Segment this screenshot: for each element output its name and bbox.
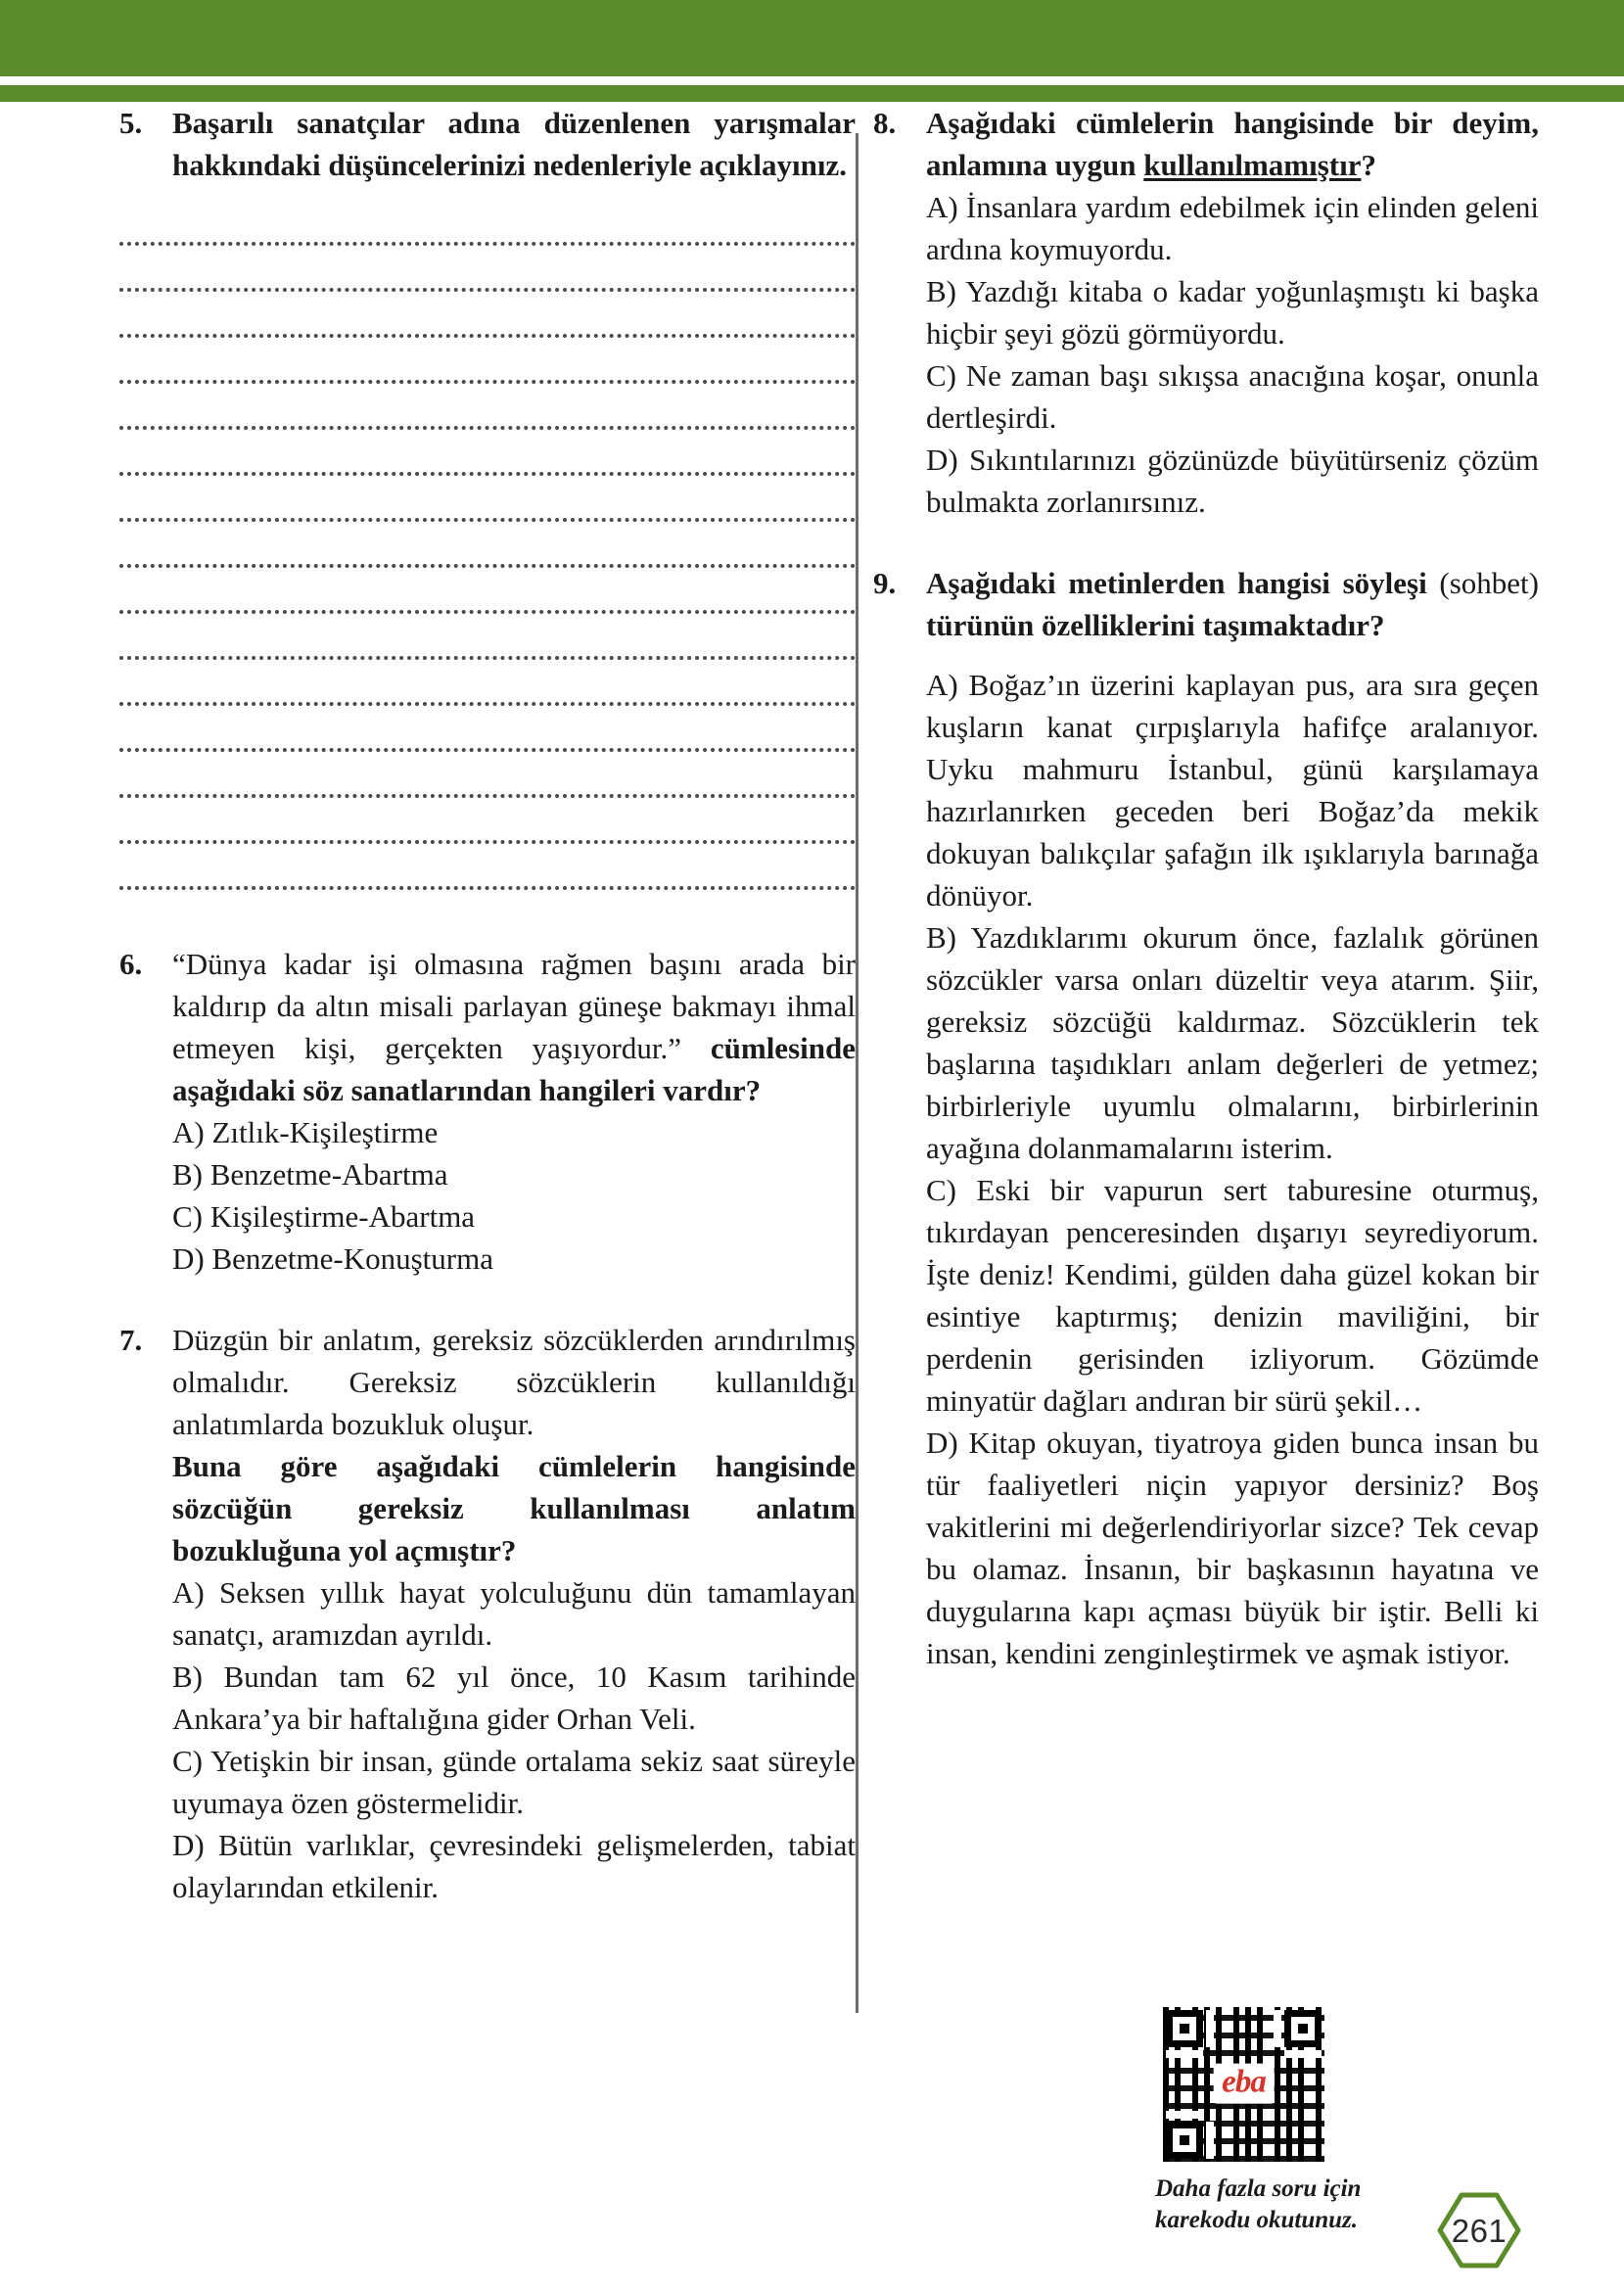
question-8 [873, 102, 1539, 523]
option-d[interactable]: D) Benzetme-Konuşturma [172, 1241, 493, 1276]
qr-finder-bottom-left-icon [1166, 2122, 1203, 2159]
question-9-stem-parenthetical: (sohbet) [1439, 566, 1539, 600]
answer-line[interactable] [119, 384, 856, 430]
question-8-stem-part1: Aşağıdaki cümlelerin hangisinde bir deyim, anlamına uygun [926, 106, 1539, 182]
question-7 [119, 1319, 856, 1908]
answer-line[interactable] [119, 292, 856, 338]
option-c[interactable]: C) Ne zaman başı sıkışsa anacığına koşar, onunla dertleşirdi. [926, 358, 1539, 435]
question-6-options [172, 1111, 856, 1280]
answer-line[interactable] [119, 430, 856, 476]
header-white-gap [0, 76, 1624, 85]
question-5-stem: Başarılı sanatçılar adına düzenlenen yarışmalar hakkındaki düşüncelerinizi nedenleriyle açıklayınız. [172, 106, 856, 182]
question-9-stem [926, 562, 1539, 646]
question-8-stem-part2: ? [1361, 148, 1376, 182]
answer-line[interactable] [119, 476, 856, 522]
page-number-label: 261 [1451, 2212, 1508, 2249]
option-d[interactable]: D) Sıkıntılarınızı gözünüzde büyütürseniz çözüm bulmakta zorlanırsınız. [926, 443, 1539, 519]
spacer [119, 1280, 856, 1319]
column-divider [856, 133, 858, 2013]
answer-line[interactable] [119, 522, 856, 568]
question-5-number: 5. [119, 106, 143, 140]
option-b[interactable]: B) Yazdığı kitaba o kadar yoğunlaşmıştı ki başka hiçbir şeyi gözü görmüyordu. [926, 274, 1539, 351]
question-9-stem-part1: Aşağıdaki metinlerden hangisi söyleşi [926, 566, 1440, 600]
question-8-stem-underlined: kullanılmamıştır [1143, 148, 1362, 182]
spacer [926, 646, 1539, 664]
question-9-options [926, 664, 1539, 1674]
qr-quiet-zone [1166, 2111, 1203, 2119]
question-6-stem [172, 943, 856, 1111]
qr-caption-line-1: Daha fazla soru için [1155, 2175, 1362, 2202]
question-8-options [926, 186, 1539, 523]
question-6 [119, 943, 856, 1280]
option-a[interactable]: A) Zıtlık-Kişileştirme [172, 1115, 439, 1149]
option-c[interactable]: C) Yetişkin bir insan, günde ortalama sekiz saat süreyle uyumaya özen göstermelidir. [172, 1744, 856, 1820]
page-number-badge [1437, 2191, 1521, 2269]
option-c[interactable]: C) Kişileştirme-Abartma [172, 1199, 476, 1234]
answer-line[interactable] [119, 798, 856, 844]
question-6-number: 6. [119, 947, 143, 981]
question-7-options [172, 1571, 856, 1908]
question-6-stem-regular: “Dünya kadar işi olmasına rağmen başını arada bir kaldırıp da altın misali parlayan güneşe bakmayı ihmal etmeyen kişi, gerçekten yaşıyordur.” [172, 947, 856, 1065]
qr-quiet-zone [1274, 2010, 1281, 2047]
answer-line[interactable] [119, 246, 856, 292]
option-b[interactable]: B) Yazdıklarımı okurum önce, fazlalık görünen sözcükler varsa onları düzeltir veya atarım. Şiir, gereksiz sözcüğü kaldırmaz. Sözcüklerin tek başlarına taşıdıkları anlam değerleri de yetmez; birbirleriyle uyumlu olmalarını, birbirlerinin ayağına dolanmamalarını isterim. [926, 920, 1539, 1165]
option-a[interactable]: A) İnsanlara yardım edebilmek için elinden geleni ardına koymuyordu. [926, 190, 1539, 266]
answer-line[interactable] [119, 752, 856, 798]
question-7-number: 7. [119, 1323, 143, 1357]
spacer [873, 523, 1539, 562]
answer-line[interactable] [119, 568, 856, 614]
option-b[interactable]: B) Bundan tam 62 yıl önce, 10 Kasım tarihinde Ankara’ya bir haftalığına gider Orhan Veli. [172, 1660, 856, 1736]
option-d[interactable]: D) Kitap okuyan, tiyatroya giden bunca insan bu tür faaliyetleri niçin yapıyor dersiniz? Boş vakitlerini mi değerlendiriyorlar sizce? Tek cevap bu olamaz. İnsanın, bir başkasının hayatına ve duygularına kapı açması büyük bir iştir. Belli ki insan, kendini zenginleştirmek ve aşmak istiyor. [926, 1426, 1539, 1670]
question-9-stem-part2: türünün özelliklerini taşımaktadır? [926, 608, 1385, 642]
header-green-band [0, 0, 1624, 76]
option-b[interactable]: B) Benzetme-Abartma [172, 1157, 448, 1192]
page-footer [0, 2007, 1624, 2291]
question-5 [119, 102, 856, 890]
question-9 [873, 562, 1539, 1674]
answer-line[interactable] [119, 660, 856, 706]
qr-caption-line-2: karekodu okutunuz. [1155, 2207, 1359, 2233]
qr-quiet-zone [1166, 2050, 1203, 2058]
qr-quiet-zone [1206, 2122, 1214, 2159]
qr-quiet-zone [1284, 2050, 1322, 2058]
spacer [119, 890, 856, 943]
header-green-band-thin [0, 85, 1624, 102]
question-9-number: 9. [873, 566, 897, 600]
page-content [0, 102, 1624, 2291]
question-6-stem-bold: cümlesinde aşağıdaki söz sanatlarından hangileri vardır? [172, 1031, 856, 1107]
qr-finder-top-left-icon [1166, 2010, 1203, 2047]
eba-logo: eba [1213, 2064, 1275, 2104]
answer-line[interactable] [119, 614, 856, 660]
answer-line[interactable] [119, 200, 856, 246]
answer-line[interactable] [119, 338, 856, 384]
qr-caption [1155, 2174, 1410, 2236]
question-5-answer-lines[interactable] [119, 200, 856, 890]
question-7-stem-bold: Buna göre aşağıdaki cümlelerin hangisinde sözcüğün gereksiz kullanılması anlatım bozukluğuna yol açmıştır? [172, 1449, 856, 1567]
qr-code-block[interactable] [1163, 2007, 1331, 2162]
question-7-stem-regular: Düzgün bir anlatım, gereksiz sözcüklerden arındırılmış olmalıdır. Gereksiz sözcüklerin kullanıldığı anlatımlarda bozukluk oluşur. [172, 1323, 856, 1441]
right-column [873, 102, 1539, 1674]
question-8-number: 8. [873, 106, 897, 140]
qr-quiet-zone [1206, 2010, 1214, 2047]
option-c[interactable]: C) Eski bir vapurun sert taburesine oturmuş, tıkırdayan penceresinden dışarıyı seyrediyorum. İşte deniz! Kendimi, gülden daha güzel kokan bir esintiye kaptırmış; denizin maviliğini, bir perdenin gerisinden izliyorum. Gözümde minyatür dağları andıran bir sürü şekil… [926, 1173, 1539, 1418]
qr-code-icon[interactable] [1163, 2007, 1324, 2162]
qr-finder-top-right-icon [1284, 2010, 1322, 2047]
option-d[interactable]: D) Bütün varlıklar, çevresindeki gelişmelerden, tabiat olaylarından etkilenir. [172, 1828, 856, 1904]
option-a[interactable]: A) Seksen yıllık hayat yolculuğunu dün tamamlayan sanatçı, aramızdan ayrıldı. [172, 1575, 856, 1652]
question-8-stem [926, 102, 1539, 186]
answer-line[interactable] [119, 844, 856, 890]
answer-line[interactable] [119, 706, 856, 752]
option-a[interactable]: A) Boğaz’ın üzerini kaplayan pus, ara sıra geçen kuşların kanat çırpışlarıyla hafifçe aralanıyor. Uyku mahmuru İstanbul, günü karşılamaya hazırlanırken geceden beri Boğaz’da mekik dokuyan balıkçılar şafağın ilk ışıklarıyla barınağa dönüyor. [926, 668, 1539, 912]
left-column [119, 102, 856, 1908]
